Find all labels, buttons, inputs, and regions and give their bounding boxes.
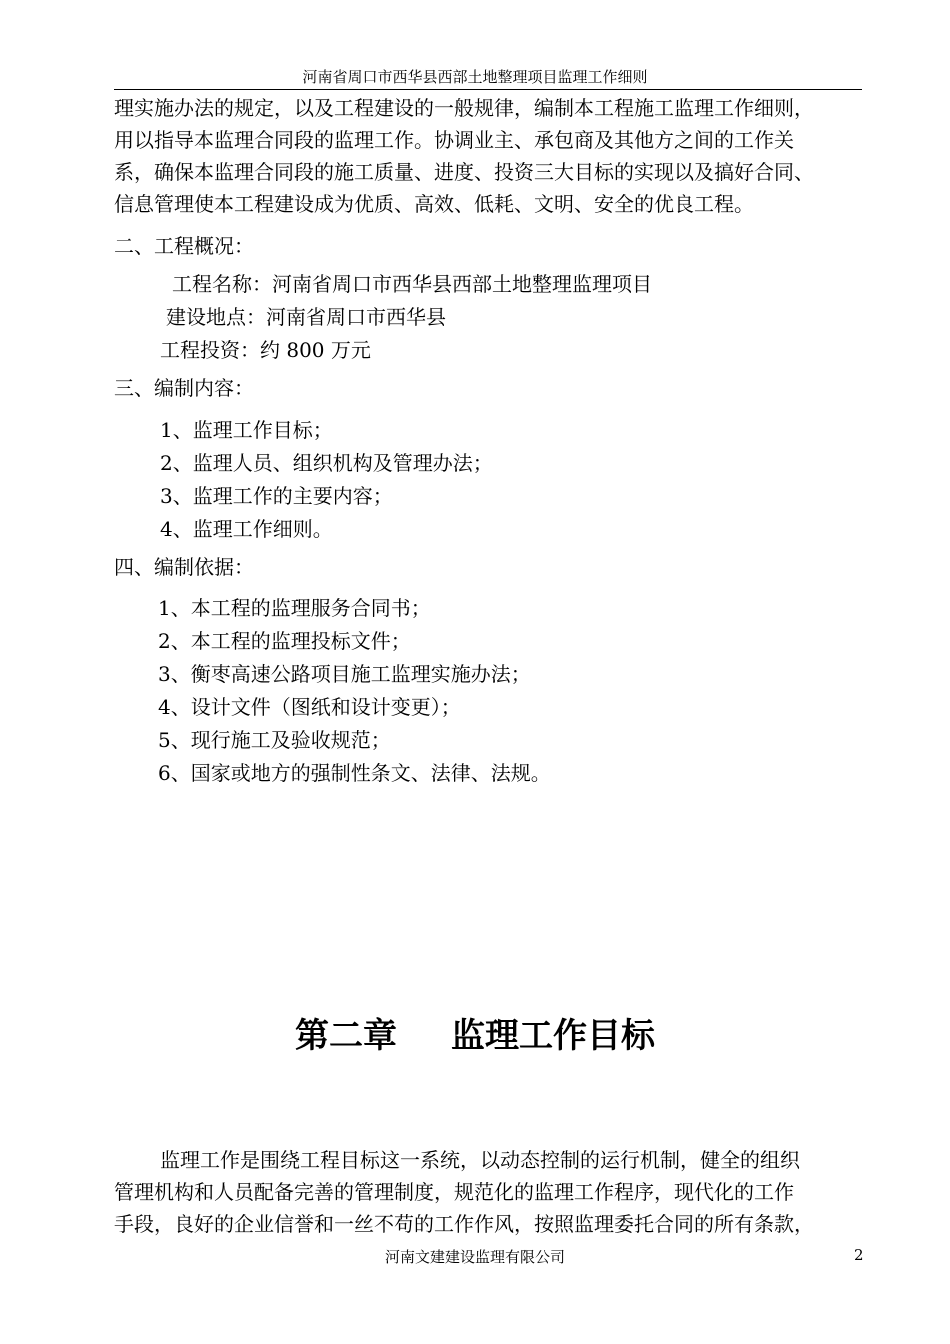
list-item: 6、国家或地方的强制性条文、法律、法规。 bbox=[158, 761, 551, 785]
section-heading: 二、工程概况： bbox=[114, 234, 254, 258]
list-item: 2、本工程的监理投标文件； bbox=[158, 629, 411, 653]
intro-line: 系，确保本监理合同段的施工质量、进度、投资三大目标的实现以及搞好合同、 bbox=[114, 160, 814, 184]
header-rule bbox=[114, 89, 862, 90]
page-header: 河南省周口市西华县西部土地整理项目监理工作细则 bbox=[302, 68, 648, 86]
chapter-title bbox=[0, 1008, 950, 1057]
list-item: 1、监理工作目标； bbox=[160, 418, 333, 442]
list-item: 4、监理工作细则。 bbox=[160, 517, 333, 541]
chapter-body-line: 管理机构和人员配备完善的管理制度，规范化的监理工作程序，现代化的工作 bbox=[114, 1180, 794, 1204]
list-item: 3、监理工作的主要内容； bbox=[160, 484, 393, 508]
intro-line: 用以指导本监理合同段的监理工作。协调业主、承包商及其他方之间的工作关 bbox=[114, 128, 794, 152]
list-item: 5、现行施工及验收规范； bbox=[158, 728, 391, 752]
list-item: 3、衡枣高速公路项目施工监理实施办法； bbox=[158, 662, 531, 686]
chapter-body-line: 手段，良好的企业信誉和一丝不苟的工作作风，按照监理委托合同的所有条款， bbox=[114, 1212, 814, 1236]
page-number: 2 bbox=[854, 1246, 864, 1264]
footer-company: 河南文建建设监理有限公司 bbox=[384, 1248, 565, 1266]
list-item: 4、设计文件（图纸和设计变更）； bbox=[158, 695, 461, 719]
chapter-body-line: 监理工作是围绕工程目标这一系统，以动态控制的运行机制，健全的组织 bbox=[160, 1148, 800, 1172]
chapter-heading: 监理工作目标 bbox=[451, 1016, 655, 1056]
chapter-number: 第二章 bbox=[295, 1016, 397, 1056]
list-item: 1、本工程的监理服务合同书； bbox=[158, 596, 431, 620]
intro-line: 理实施办法的规定，以及工程建设的一般规律，编制本工程施工监理工作细则， bbox=[114, 96, 814, 120]
project-name: 工程名称：河南省周口市西华县西部土地整理监理项目 bbox=[172, 272, 652, 296]
intro-line: 信息管理使本工程建设成为优质、高效、低耗、文明、安全的优良工程。 bbox=[114, 192, 754, 216]
section-heading: 四、编制依据： bbox=[114, 555, 254, 579]
project-investment: 工程投资：约 800 万元 bbox=[160, 338, 371, 362]
list-item: 2、监理人员、组织机构及管理办法； bbox=[160, 451, 493, 475]
project-location: 建设地点：河南省周口市西华县 bbox=[166, 305, 446, 329]
section-heading: 三、编制内容： bbox=[114, 376, 254, 400]
